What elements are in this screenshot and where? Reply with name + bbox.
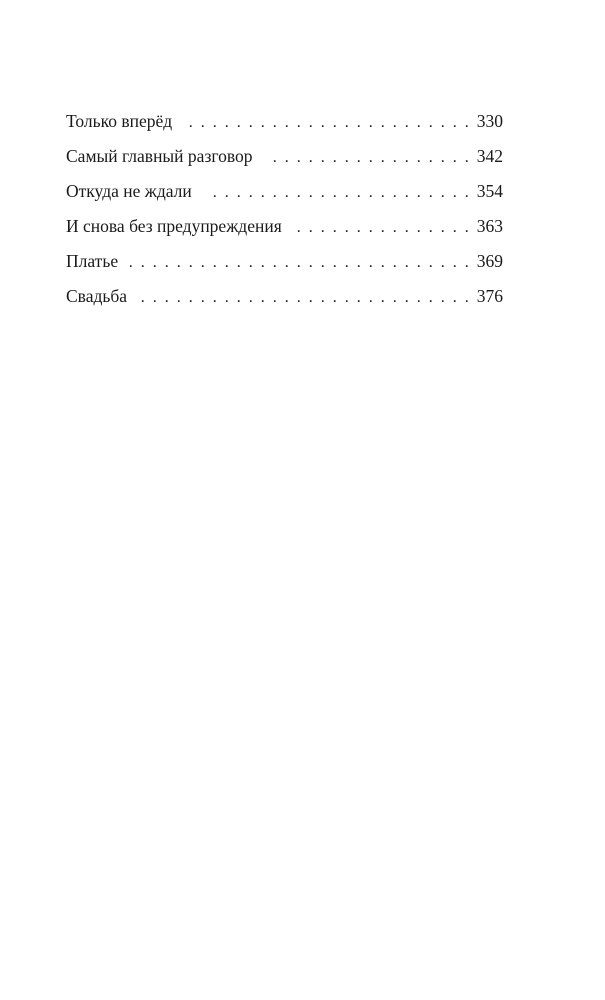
toc-entry-title: И снова без предупреждения xyxy=(66,216,282,236)
toc-dot-leader xyxy=(204,184,469,202)
toc-entry-page-number: 342 xyxy=(476,146,503,166)
toc-entry-page-number: 330 xyxy=(476,111,503,131)
toc-entry-title: Откуда не ждали xyxy=(66,181,192,201)
toc-entry-title: Только вперёд xyxy=(66,111,173,131)
toc-entry-dress[interactable] xyxy=(66,251,503,286)
toc-dot-leader xyxy=(294,219,469,237)
table-of-contents xyxy=(66,111,503,321)
toc-entry-page-number: 369 xyxy=(476,251,503,271)
toc-entry-again-without-warning[interactable] xyxy=(66,216,503,251)
toc-dot-leader xyxy=(184,114,469,132)
toc-entry-page-number: 376 xyxy=(476,286,503,306)
toc-entry-only-forward[interactable] xyxy=(66,111,503,146)
toc-entry-page-number: 354 xyxy=(476,181,503,201)
toc-dot-leader xyxy=(130,254,469,272)
toc-entry-unexpected[interactable] xyxy=(66,181,503,216)
toc-entry-title: Свадьба xyxy=(66,286,128,306)
toc-entry-wedding[interactable] xyxy=(66,286,503,321)
toc-entry-page-number: 363 xyxy=(476,216,503,236)
toc-dot-leader xyxy=(139,289,469,307)
toc-dot-leader xyxy=(265,149,469,167)
toc-entry-main-conversation[interactable] xyxy=(66,146,503,181)
toc-entry-title: Платье xyxy=(66,251,119,271)
toc-entry-title: Самый главный разговор xyxy=(66,146,253,166)
